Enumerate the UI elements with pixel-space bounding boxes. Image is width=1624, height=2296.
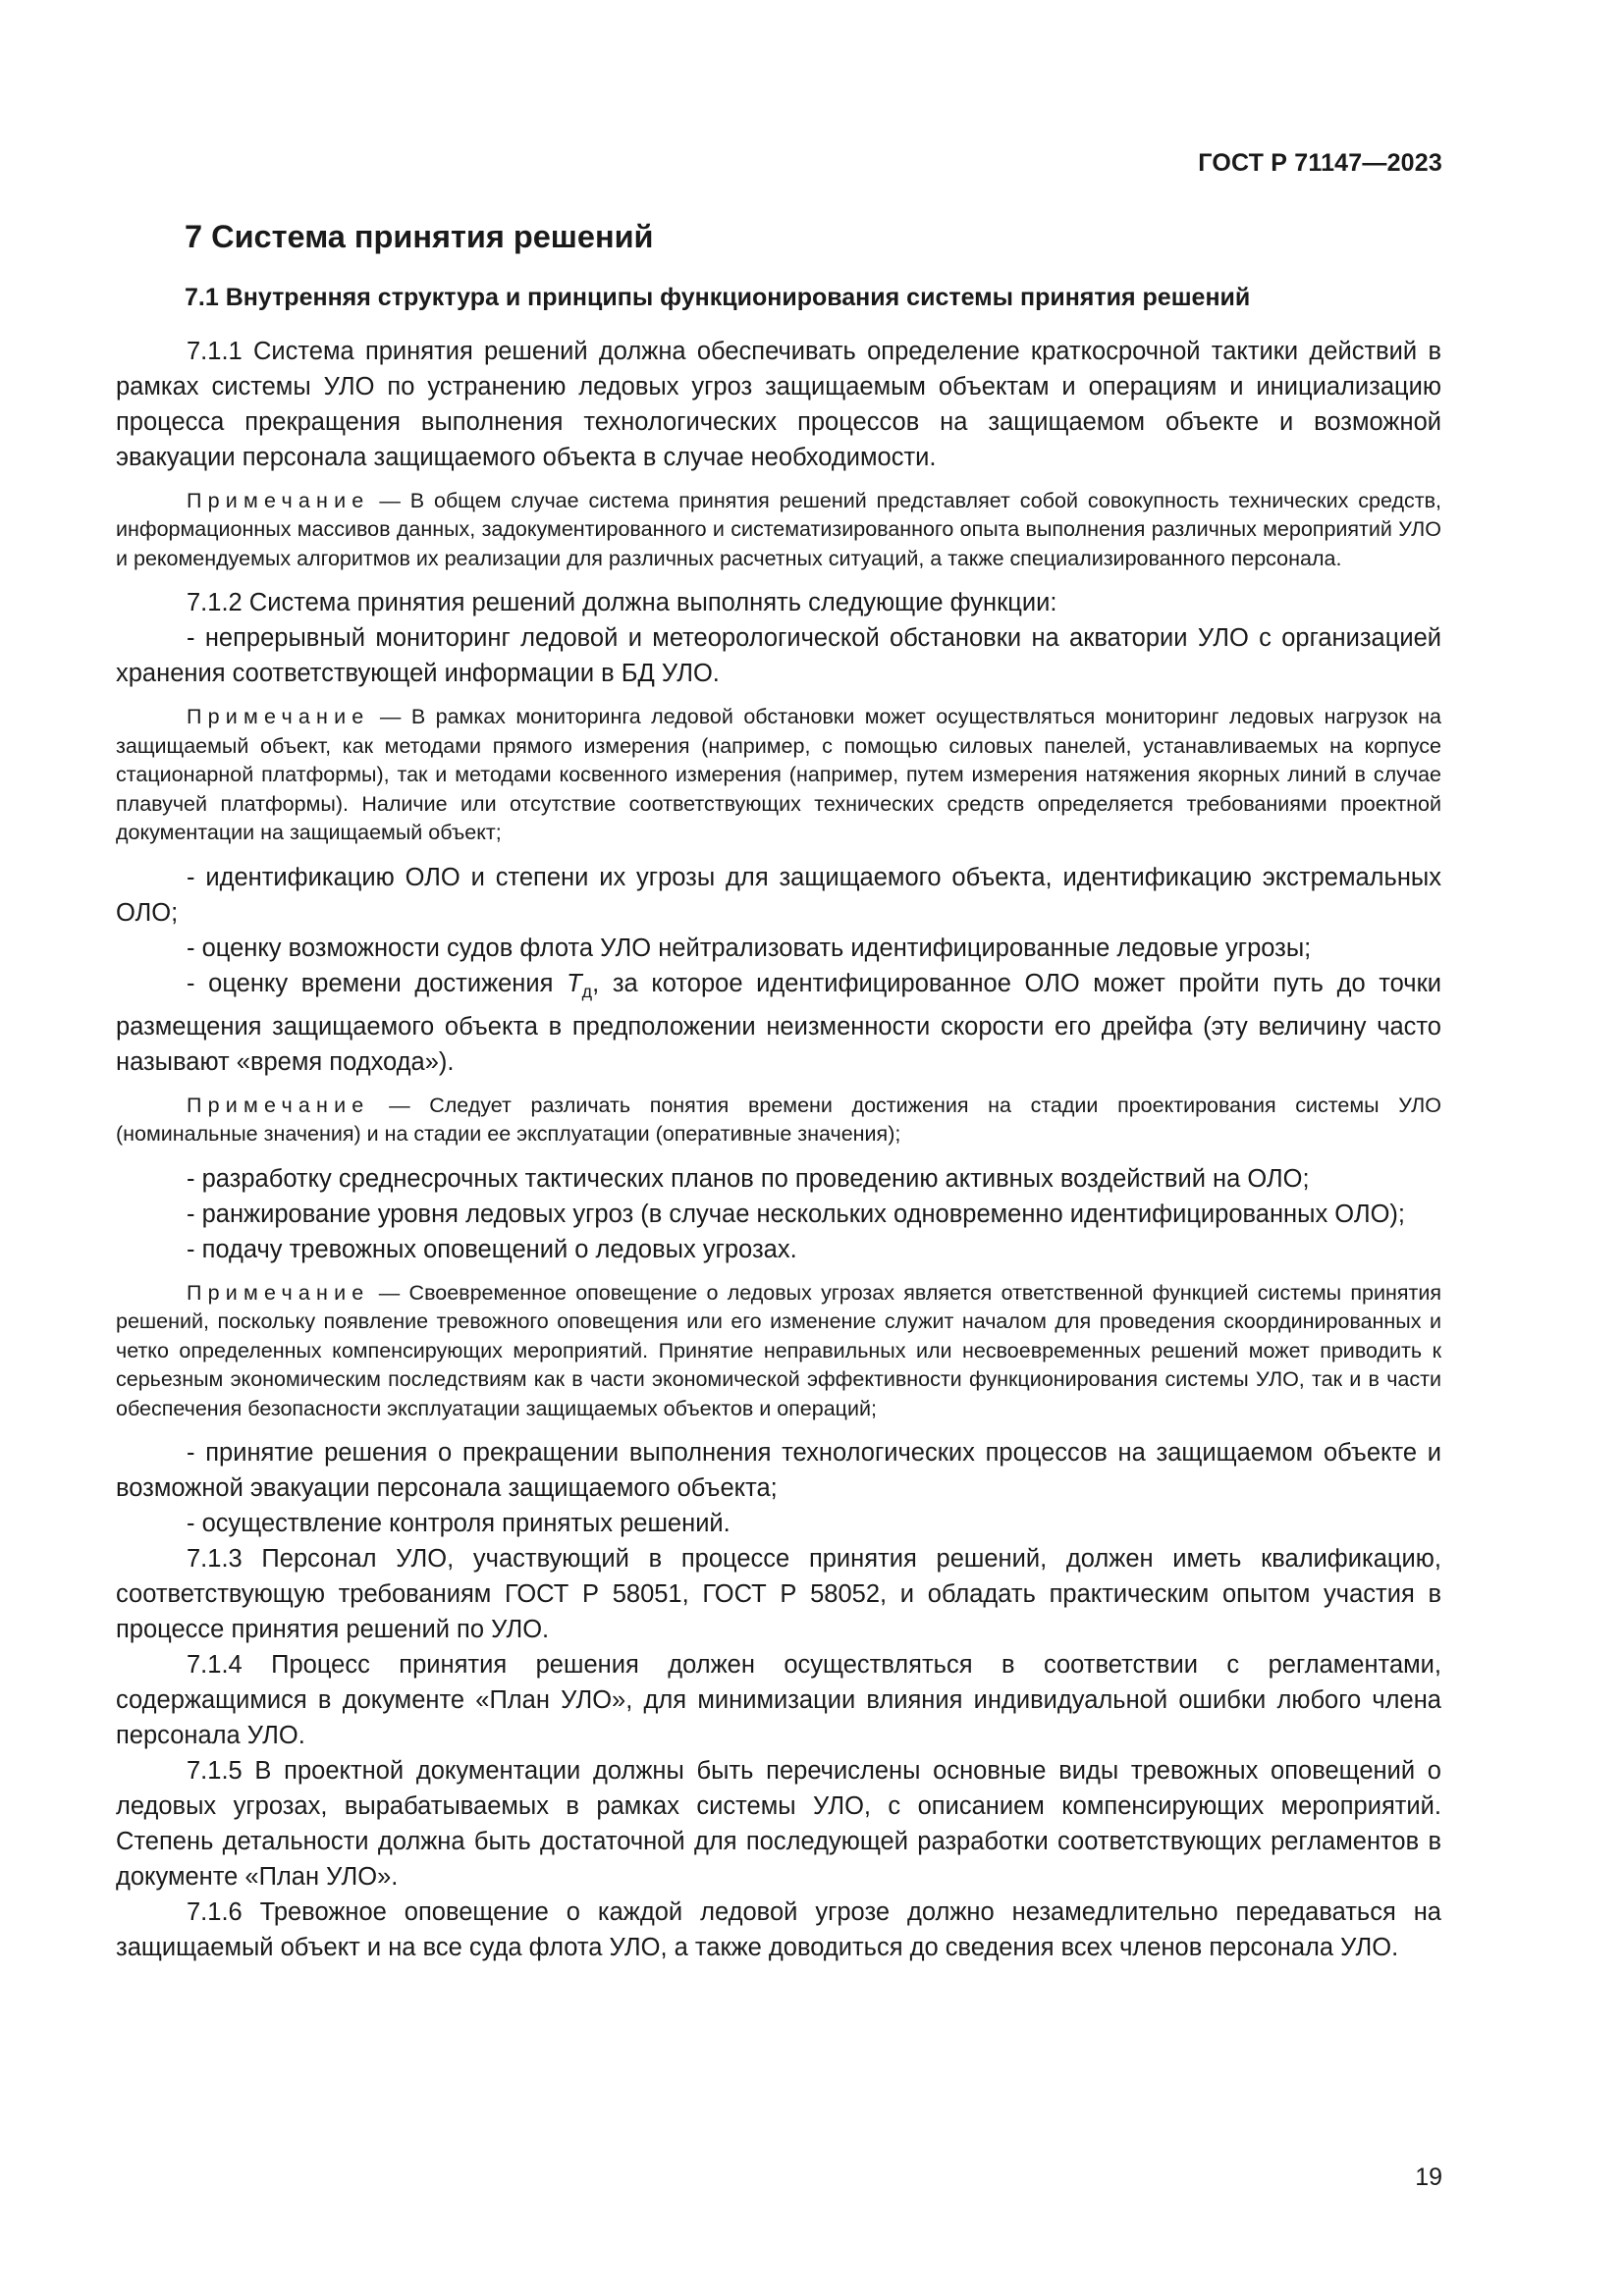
note-text: — Следует различать понятия времени достижения на стадии проектирования системы УЛО (номинальные значения) и на стадии ее эксплуатации (оперативные значения);	[116, 1093, 1441, 1147]
list-item-monitoring: - непрерывный мониторинг ледовой и метеорологической обстановки на акватории УЛО с организацией хранения соответствующей информации в БД УЛО.	[116, 624, 1441, 687]
paragraph-7-1-5: 7.1.5 В проектной документации должны быть перечислены основные виды тревожных оповещений о ледовых угрозах, вырабатываемых в рамках системы УЛО, с описанием компенсирующих мероприятий. Степень детальности должна быть достаточной для последующей разработки соответствующих регламентов в документе «План УЛО».	[116, 1757, 1441, 1892]
section-title: 7 Система принятия решений	[185, 219, 654, 254]
note-label: Примечание	[187, 488, 370, 512]
item-text-start: - оценку времени достижения	[187, 969, 568, 997]
paragraph-7-1-4: 7.1.4 Процесс принятия решения должен осуществляться в соответствии с регламентами, содержащимися в документе «План УЛО», для минимизации влияния индивидуальной ошибки любого члена персонала УЛО.	[116, 1651, 1441, 1750]
time-variable-subscript: д	[581, 981, 593, 1001]
subsection-title: 7.1 Внутренняя структура и принципы функционирования системы принятия решений	[185, 284, 1251, 311]
list-item-alerts: - подачу тревожных оповещений о ледовых угрозах.	[187, 1235, 797, 1263]
note-1	[116, 487, 1441, 574]
note-label: Примечание	[187, 1093, 370, 1117]
paragraph-7-1-3: 7.1.3 Персонал УЛО, участвующий в процессе принятия решений, должен иметь квалификацию, соответствующую требованиям ГОСТ Р 58051, ГОСТ Р 58052, и обладать практическим опытом участия в процессе принятия решений по УЛО.	[116, 1545, 1441, 1644]
list-item-tactical-plans: - разработку среднесрочных тактических планов по проведению активных воздействий на ОЛО;	[187, 1164, 1310, 1193]
time-variable: T	[567, 969, 582, 997]
page-number: 19	[1415, 2163, 1442, 2191]
document-code: ГОСТ Р 71147—2023	[1198, 149, 1442, 177]
note-text: — В рамках мониторинга ледовой обстановки может осуществляться мониторинг ледовых нагрузок на защищаемый объект, как методами прямого измерения (например, с помощью силовых панелей, устанавливаемых на корпусе стационарной платформы), так и методами косвенного измерения (например, путем измерения натяжения якорных линий в случае плавучей платформы). Наличие или отсутствие соответствующих технических средств определяется требованиями проектной документации на защищаемый объект;	[116, 705, 1441, 844]
note-4	[116, 1279, 1441, 1424]
note-2	[116, 703, 1441, 848]
list-item-threat-ranking: - ранжирование уровня ледовых угроз (в случае нескольких одновременно идентифицированных ОЛО);	[187, 1200, 1405, 1228]
item-text-end: , за которое идентифицированное ОЛО может пройти путь до точки размещения защищаемого объекта в предположении неизменности скорости его дрейфа (эту величину часто называют «время подхода»).	[116, 969, 1441, 1076]
list-item-decision-control: - осуществление контроля принятых решений.	[187, 1510, 731, 1538]
list-item-shutdown-decision: - принятие решения о прекращении выполнения технологических процессов на защищаемом объекте и возможной эвакуации персонала защищаемого объекта;	[116, 1439, 1441, 1503]
paragraph-7-1-2: 7.1.2 Система принятия решений должна выполнять следующие функции:	[187, 589, 1057, 616]
list-item-fleet-assessment: - оценку возможности судов флота УЛО нейтрализовать идентифицированные ледовые угрозы;	[187, 934, 1312, 962]
note-text: — Своевременное оповещение о ледовых угрозах является ответственной функцией системы принятия решений, поскольку появление тревожного оповещения или его изменение служит началом для проведения скоординированных и четко определенных компенсирующих мероприятий. Принятие неправильных или несвоевременных решений может приводить к серьезным экономическим последствиям как в части экономической эффективности функционирования системы УЛО, так и в части обеспечения безопасности эксплуатации защищаемых объектов и операций;	[116, 1280, 1441, 1420]
list-item-time-estimation	[116, 966, 1441, 1080]
page-content	[116, 218, 1441, 1965]
paragraph-7-1-6: 7.1.6 Тревожное оповещение о каждой ледовой угрозе должно незамедлительно передаваться на защищаемый объект и на все суда флота УЛО, а также доводиться до сведения всех членов персонала УЛО.	[116, 1898, 1441, 1962]
paragraph-7-1-1: 7.1.1 Система принятия решений должна обеспечивать определение краткосрочной тактики действий в рамках системы УЛО по устранению ледовых угроз защищаемым объектам и операциям и инициализацию процесса прекращения выполнения технологических процессов на защищаемом объекте и возможной эвакуации персонала защищаемого объекта в случае необходимости.	[116, 337, 1441, 471]
note-label: Примечание	[187, 1280, 370, 1305]
note-label: Примечание	[187, 705, 370, 728]
list-item-identification: - идентификацию ОЛО и степени их угрозы для защищаемого объекта, идентификацию экстремальных ОЛО;	[116, 863, 1441, 927]
note-3	[116, 1092, 1441, 1149]
note-text: — В общем случае система принятия решений представляет собой совокупность технических средств, информационных массивов данных, задокументированного и систематизированного опыта выполнения различных мероприятий УЛО и рекомендуемых алгоритмов их реализации для различных расчетных ситуаций, а также специализированного персонала.	[116, 488, 1441, 570]
